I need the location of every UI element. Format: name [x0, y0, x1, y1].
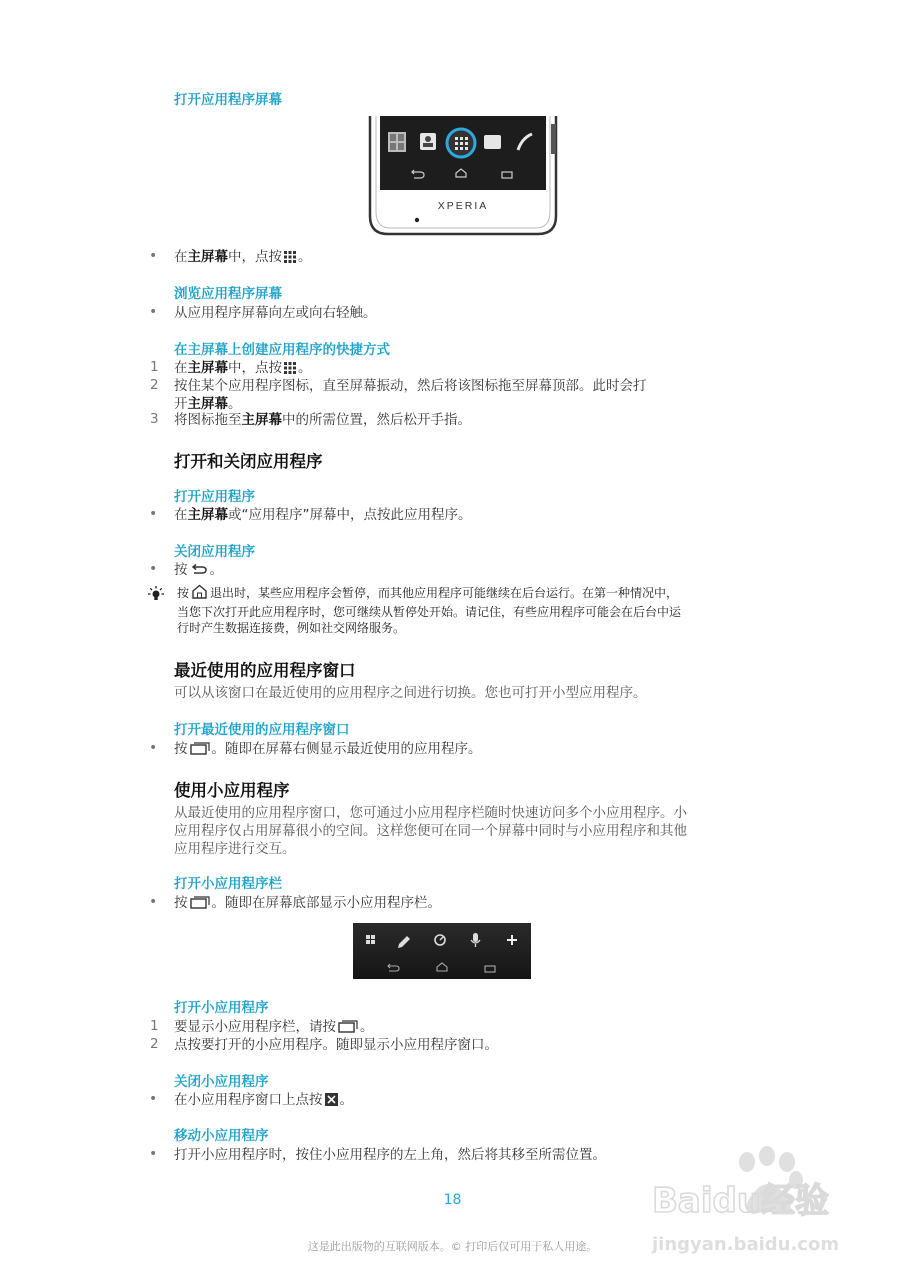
heading-recent: 最近使用的应用程序窗口	[174, 661, 356, 680]
shortcut-step-2: 按住某个应用程序图标，直至屏幕振动，然后将该图标拖至屏幕顶部。此时会打 开主屏幕。	[174, 378, 647, 412]
open-app-text: 在主屏幕或“应用程序”屏幕中，点按此应用程序。	[174, 507, 472, 523]
section-title-move-small: 移动小应用程序	[174, 1128, 269, 1144]
step-number: 2	[150, 1036, 159, 1052]
baidu-paw-logo-icon	[650, 1140, 860, 1270]
section-title-open-apps-screen: 打开应用程序屏幕	[174, 92, 282, 108]
section-title-open-small: 打开小应用程序	[174, 1000, 269, 1016]
bullet-dot: •	[149, 1091, 158, 1107]
small-apps-bar-illustration	[353, 923, 531, 979]
page-number: 18	[443, 1192, 462, 1208]
section-title-close-app: 关闭应用程序	[174, 544, 255, 560]
tip-lightbulb-icon	[148, 586, 164, 606]
step-open-apps: 在主屏幕中，点按 。	[174, 248, 312, 268]
heading-open-close: 打开和关闭应用程序	[174, 452, 323, 471]
bullet-dot: •	[149, 1146, 158, 1162]
bullet-dot: •	[149, 894, 158, 910]
baidu-logo-text: Baidu经验	[652, 1181, 830, 1221]
apps-grid-icon	[284, 250, 296, 268]
move-small-text: 打开小应用程序时，按住小应用程序的左上角，然后将其移至所需位置。	[174, 1147, 606, 1163]
step-number: 2	[150, 377, 159, 393]
close-small-text: 在小应用程序窗口上点按 。	[174, 1091, 353, 1111]
recent-apps-icon	[190, 896, 210, 914]
phone-brand-label: XPERIA	[437, 200, 489, 212]
tip-text: 按 退出时，某些应用程序会暂停，而其他应用程序可能继续在后台运行。在第一种情况中， 当您下次打开此应用程序时，您可继续从暂停处开始。请记住，有些应用程序可能会在后台中运 行时产生数据连接费，例如社交网络服务。	[177, 586, 682, 635]
recent-step: 按 。随即在屏幕右侧显示最近使用的应用程序。	[174, 740, 482, 760]
phone-illustration	[368, 116, 558, 236]
section-title-shortcut: 在主屏幕上创建应用程序的快捷方式	[174, 342, 390, 358]
browse-text: 从应用程序屏幕向左或向右轻触。	[174, 305, 377, 321]
shortcut-step-3: 将图标拖至主屏幕中的所需位置，然后松开手指。	[174, 412, 471, 428]
step-number: 1	[150, 1018, 159, 1034]
footer-text: 这是此出版物的互联网版本。© 打印后仅可用于私人用途。	[307, 1240, 598, 1253]
home-icon	[191, 584, 208, 604]
bullet-dot: •	[149, 304, 158, 320]
heading-small-apps: 使用小应用程序	[174, 781, 290, 800]
close-app-text: 按 。	[174, 561, 223, 581]
shortcut-step-1: 在主屏幕中，点按 。	[174, 359, 312, 379]
bullet-dot: •	[149, 740, 158, 756]
small-apps-desc: 从最近使用的应用程序窗口，您可通过小应用程序栏随时快速访问多个小应用程序。小 应用程序仅占用屏幕很小的空间。这样您便可在同一个屏幕中同时与小应用程序和其他 应用程序进行交互。	[174, 805, 687, 857]
bullet-dot: •	[149, 506, 158, 522]
open-small-step-1: 要显示小应用程序栏，请按 。	[174, 1018, 374, 1038]
step-number: 1	[150, 359, 159, 375]
recent-apps-icon	[190, 742, 210, 760]
back-icon	[190, 563, 208, 581]
section-title-close-small: 关闭小应用程序	[174, 1074, 269, 1090]
step-number: 3	[150, 411, 159, 427]
small-bar-step: 按 。随即在屏幕底部显示小应用程序栏。	[174, 894, 441, 914]
bullet-dot: •	[149, 561, 158, 577]
open-small-step-2: 点按要打开的小应用程序。随即显示小应用程序窗口。	[174, 1037, 498, 1053]
recent-desc: 可以从该窗口在最近使用的应用程序之间进行切换。您也可打开小型应用程序。	[174, 685, 647, 701]
section-title-browse: 浏览应用程序屏幕	[174, 286, 282, 302]
section-title-open-app: 打开应用程序	[174, 489, 255, 505]
section-title-small-bar: 打开小应用程序栏	[174, 876, 282, 892]
bullet-dot: •	[149, 248, 158, 264]
baidu-watermark	[650, 1140, 860, 1270]
close-box-icon	[325, 1093, 338, 1111]
baidu-url: jingyan.baidu.com	[652, 1234, 840, 1255]
section-title-open-recent: 打开最近使用的应用程序窗口	[174, 722, 350, 738]
